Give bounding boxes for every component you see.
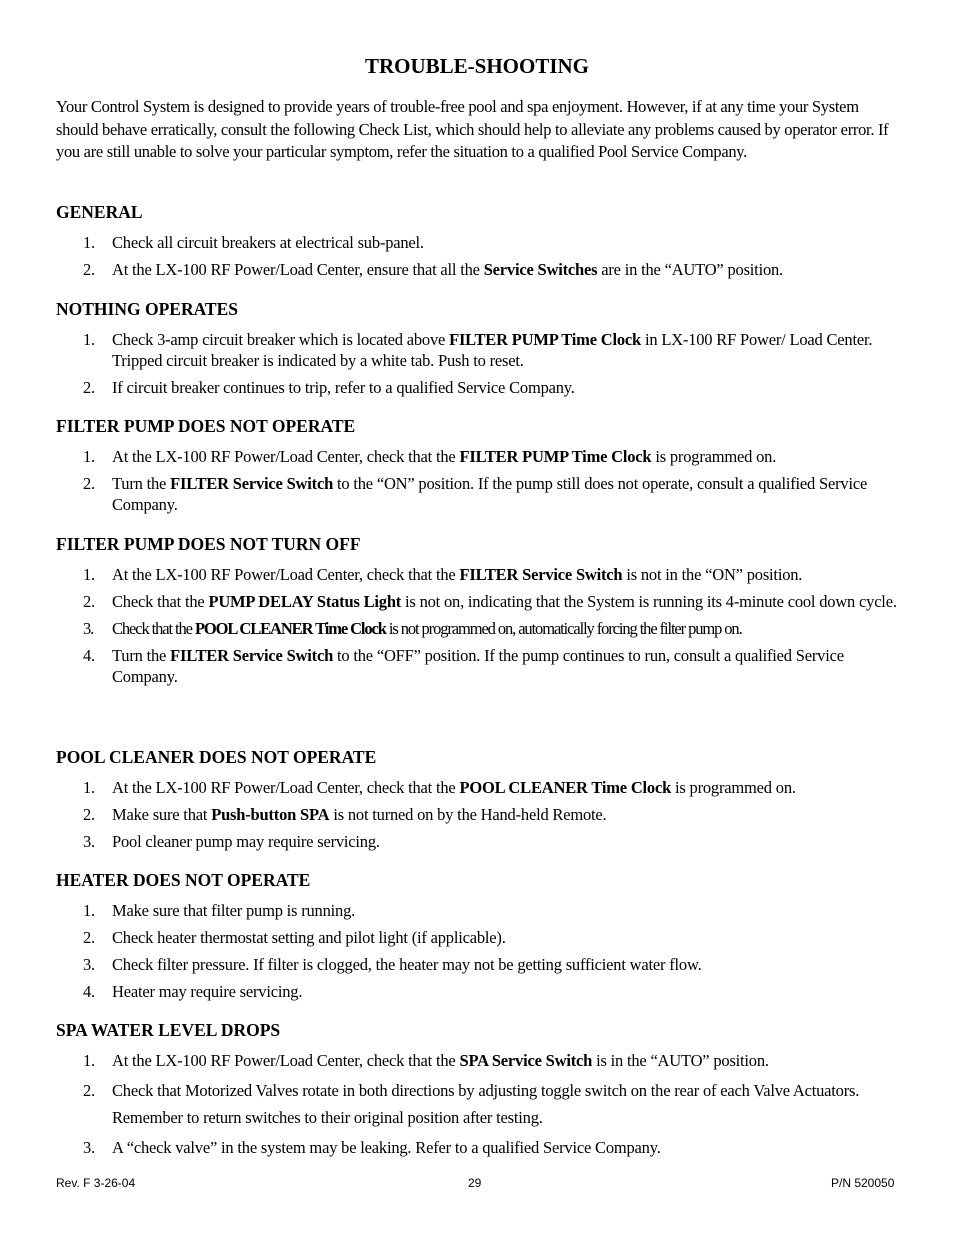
section-heading: POOL CLEANER DOES NOT OPERATE (56, 747, 377, 767)
section-heading: NOTHING OPERATES (56, 299, 238, 319)
section-heater (56, 869, 901, 1008)
list-item: 2. If circuit breaker continues to trip, refer to a qualified Service Company. (83, 378, 575, 397)
list-item: 1. At the LX-100 RF Power/Load Center, check that the POOL CLEANER Time Clock is programmed on. (83, 778, 796, 797)
list-item: 3. A “check valve” in the system may be leaking. Refer to a qualified Service Company. (83, 1138, 661, 1157)
list-item: 3. Check filter pressure. If filter is clogged, the heater may not be getting sufficient water flow. (83, 955, 702, 974)
list-item: 4. Heater may require servicing. (83, 982, 303, 1001)
list-item: 2. At the LX-100 RF Power/Load Center, ensure that all the Service Switches are in the “AUTO” position. (83, 260, 783, 279)
list-item: 2. Check that the PUMP DELAY Status Light is not on, indicating that the System is running its 4-minute cool down cycle. (83, 592, 897, 611)
list-item: 2. Turn the FILTER Service Switch to the “ON” position. If the pump still does not operate, consult a qualified Service Company. (83, 474, 868, 514)
checklist (56, 1050, 901, 1158)
checklist (56, 900, 901, 1002)
list-item: 1. At the LX-100 RF Power/Load Center, check that the FILTER PUMP Time Clock is programmed on. (83, 447, 777, 466)
footer-revision: Rev. F 3-26-04 (56, 1176, 136, 1190)
intro-paragraph: Your Control System is designed to provide years of trouble-free pool and spa enjoyment. However, if at any time your System should behave erratically, consult the following Check List, which should help to alleviate any problems caused by operator error. If you are still unable to solve your particular symptom, refer the situation to a qualified Pool Service Company. (56, 97, 889, 161)
section-nothing-operates (56, 298, 901, 404)
section-general (56, 201, 901, 286)
list-item: 2. Check heater thermostat setting and pilot light (if applicable). (83, 928, 506, 947)
checklist (56, 777, 901, 852)
footer-part-number: P/N 520050 (831, 1176, 895, 1190)
list-item: 2. Make sure that Push-button SPA is not turned on by the Hand-held Remote. (83, 805, 607, 824)
page-title: TROUBLE-SHOOTING (364, 54, 590, 78)
list-item: 1. Make sure that filter pump is running. (83, 901, 356, 920)
section-heading: FILTER PUMP DOES NOT TURN OFF (56, 534, 361, 554)
section-filter-pump-not-operate (56, 415, 901, 521)
list-item: 3. Check that the POOL CLEANER Time Clock is not programmed on, automatically forcing the filter pump on. (83, 619, 742, 638)
section-spa-water-level (56, 1019, 901, 1164)
list-item: 1. At the LX-100 RF Power/Load Center, check that the FILTER Service Switch is not in the “ON” position. (83, 565, 803, 584)
list-item: 1. Check 3-amp circuit breaker which is located above FILTER PUMP Time Clock in LX-100 RF Power/ Load Center. Tripped circuit breaker is indicated by a white tab. Push to reset. (83, 330, 873, 370)
list-item: 3. Pool cleaner pump may require servicing. (83, 832, 380, 851)
checklist (56, 329, 901, 398)
section-heading: FILTER PUMP DOES NOT OPERATE (56, 416, 356, 436)
checklist (56, 564, 901, 687)
list-item: 1. Check all circuit breakers at electrical sub-panel. (83, 233, 424, 252)
list-item: 2. Check that Motorized Valves rotate in both directions by adjusting toggle switch on the rear of each Valve Actuators. Remember to return switches to their original position after testing. (83, 1081, 860, 1127)
checklist (56, 232, 901, 280)
section-filter-pump-not-off (56, 533, 901, 693)
section-heading: HEATER DOES NOT OPERATE (56, 870, 311, 890)
section-heading: GENERAL (56, 202, 143, 222)
checklist (56, 446, 901, 515)
list-item: 1. At the LX-100 RF Power/Load Center, check that the SPA Service Switch is in the “AUTO” position. (83, 1051, 769, 1070)
section-pool-cleaner (56, 746, 901, 858)
footer-page-number: 29 (468, 1176, 482, 1190)
section-heading: SPA WATER LEVEL DROPS (56, 1020, 281, 1040)
list-item: 4. Turn the FILTER Service Switch to the “OFF” position. If the pump continues to run, consult a qualified Service Company. (83, 646, 844, 686)
